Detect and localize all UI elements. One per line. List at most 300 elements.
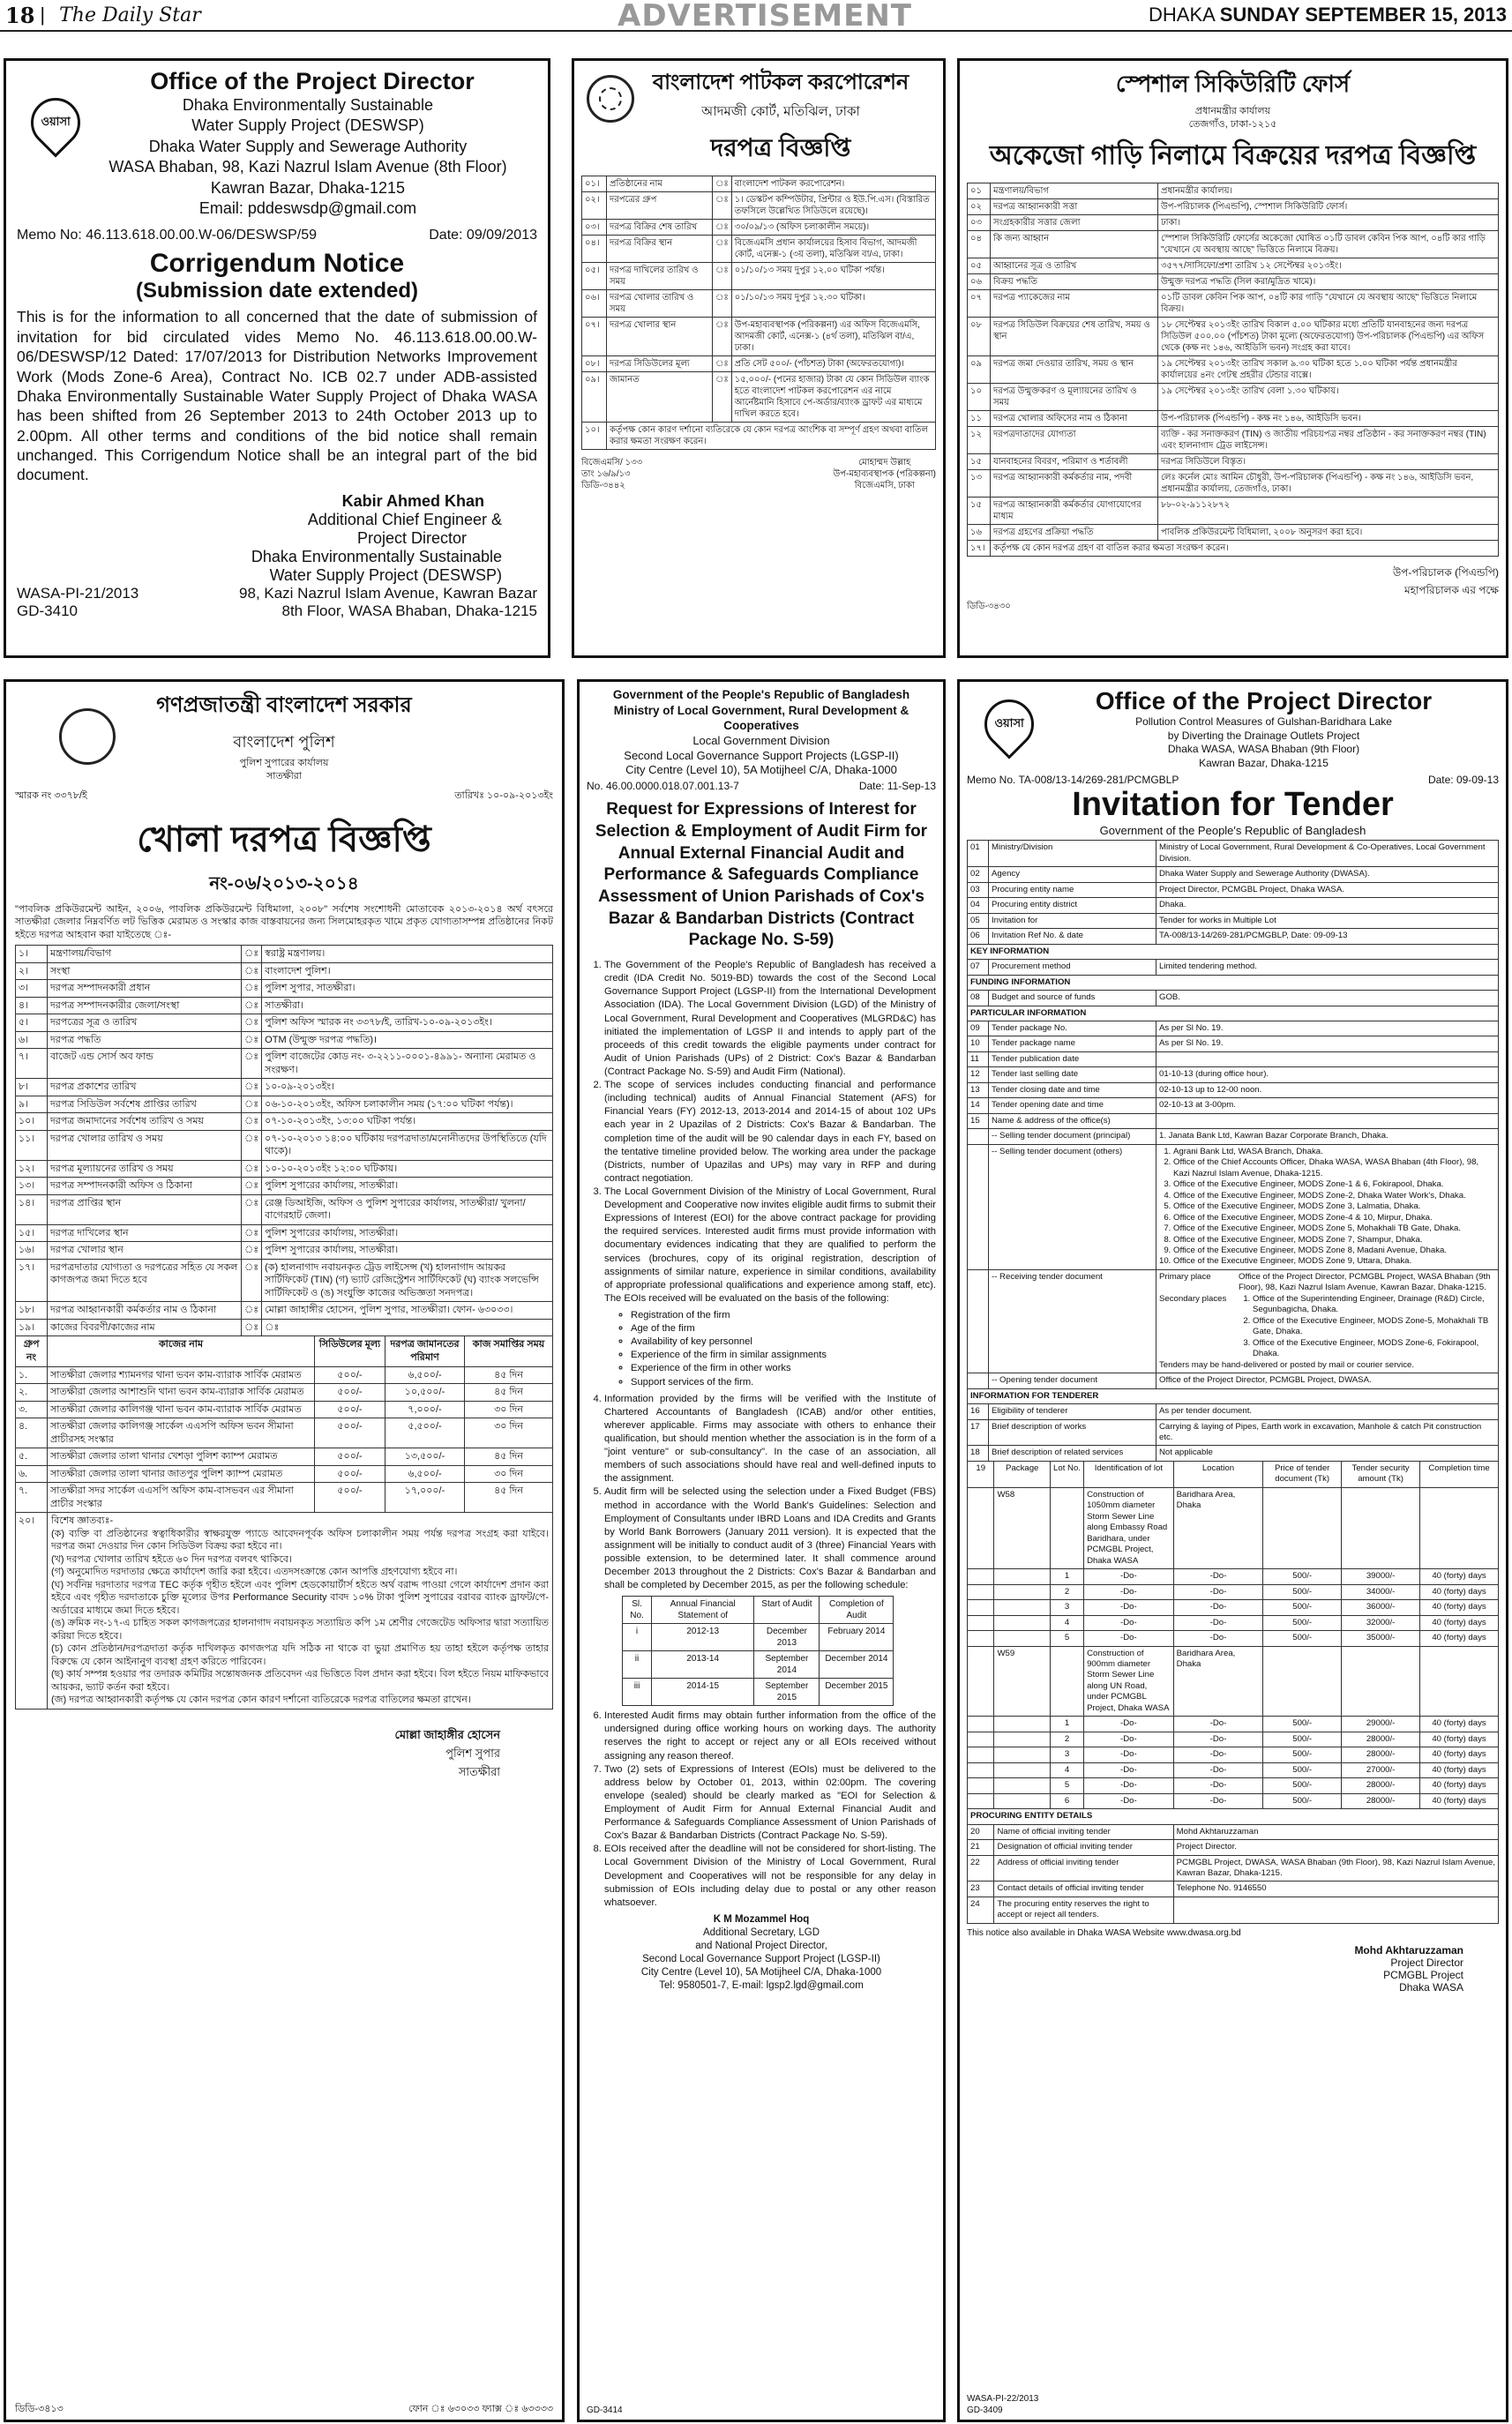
ad-title: Office of the Project Director bbox=[1095, 687, 1433, 714]
table-cell: পাবলিক প্রকিউরমেন্ট বিধিমালা, ২০০৮ অনুসরণ করা হবে। bbox=[1158, 525, 1499, 541]
table-cell: দরপত্র বিক্রির স্থান bbox=[607, 236, 713, 263]
table-row bbox=[16, 1049, 553, 1079]
list-item: 10. Office of the Executive Engineer, MODS Zone 9, Uttara, Dhaka. bbox=[1173, 1256, 1495, 1267]
ad-footer: WASA-PI-21/2013 98, Kazi Nazrul Islam Avenue, Kawran Bazar bbox=[17, 584, 537, 602]
table-cell: দরপত্র প্যাকেজের নাম bbox=[991, 290, 1158, 318]
note-item: (ঙ) ক্রমিক নং-১৭-এ চাহিত সকল কাগজপত্রের হালনাগাদ নবায়নকৃত সত্যায়িত কপি ১ম শ্রেণীর গেজেটেড অফিসার দ্বারা সত্যায়িত করিয়া দিতে হইবে। bbox=[51, 1618, 549, 1642]
special-notes bbox=[48, 1513, 552, 1709]
table-cell: 3 bbox=[1050, 1600, 1083, 1615]
table-row bbox=[968, 498, 1499, 525]
notice-heading: Corrigendum Notice bbox=[149, 249, 405, 279]
table-cell bbox=[968, 1793, 994, 1808]
table-cell: Construction of 900mm diameter Storm Sewer Line along UN Road, under PCMGBL Project, Dhaka WASA bbox=[1084, 1646, 1174, 1717]
table-cell: Dhaka. bbox=[1156, 898, 1499, 913]
table-row bbox=[968, 215, 1499, 231]
table-cell: 02-10-13 at 3-00pm. bbox=[1156, 1098, 1499, 1113]
ad-title: গণপ্রজাতন্ত্রী বাংলাদেশ সরকার bbox=[156, 693, 412, 717]
table-cell: 2 bbox=[1050, 1732, 1083, 1747]
table-cell: Designation of official inviting tender bbox=[994, 1840, 1173, 1855]
table-row bbox=[968, 1144, 1499, 1269]
table-cell: ৭,০০০/- bbox=[385, 1401, 465, 1418]
table-cell: ঃ bbox=[262, 1319, 553, 1336]
table-cell: দরপত্র মূল্যায়নের তারিখ ও সময় bbox=[48, 1160, 242, 1178]
table-cell: ১০ bbox=[968, 384, 991, 411]
label: Primary place bbox=[1159, 1271, 1211, 1282]
table-cell: Brief description of works bbox=[989, 1419, 1156, 1446]
table-cell: ৬। bbox=[16, 1031, 48, 1049]
memo-line: স্মারক নং ৩৩৭৮/ই তারিখঃ ১০-০৯-২০১৩ইং bbox=[15, 790, 553, 802]
table-cell: ০২ bbox=[968, 199, 991, 215]
table-cell: ০৩ bbox=[968, 215, 991, 231]
table-cell: ১৯। bbox=[16, 1319, 48, 1336]
list-item: ◦ Experience of the firm in other works bbox=[631, 1362, 936, 1375]
table-cell: দরপত্র বিক্রির শেষ তারিখ bbox=[607, 220, 713, 236]
table-cell: ১৫,০০০/- (পনের হাজার) টাকা যে কোন সিডিউল ব্যাংক হতে বাংলাদেশ পাটকল করপোরেশন এর নামে আর্নেষ্টমানি হিসাবে পে-অর্ডার/ব্যাংক ড্রাফট এর মাধ্যমে দাখিল করতে হবে। bbox=[731, 372, 935, 423]
table-cell: ০৬। bbox=[582, 290, 607, 318]
table-cell bbox=[994, 1747, 1051, 1762]
section-row bbox=[968, 1006, 1499, 1021]
table-row bbox=[582, 372, 936, 423]
table-cell bbox=[968, 1569, 994, 1584]
table-cell: Annual Financial Statement of bbox=[652, 1597, 754, 1624]
table-cell: OTM (উন্মুক্ত দরপত্র পদ্ধতি)। bbox=[262, 1031, 553, 1049]
list-item: 1. Agrani Bank Ltd, WASA Branch, Dhaka. bbox=[1173, 1147, 1495, 1157]
ad-address: Dhaka Environmentally Sustainable Water Supply Project (DESWSP) Dhaka Water Supply and Sewerage Authority WASA Bhaban, 98, Kazi Nazrul Islam Avenue (8th Floor) Kawran Bazar, Dhaka-1215 Email: pddeswsdp@gmail.com bbox=[109, 96, 507, 217]
table-cell: উপ-পরিচালক (পিএন্ডপি) - কক্ষ নং ১৪৬, আইডিসি ভবন। bbox=[1158, 411, 1499, 427]
table-row bbox=[968, 274, 1499, 290]
table-cell: 28000/- bbox=[1342, 1778, 1420, 1793]
table-cell: সংগ্রহকারীর সত্তার জেলা bbox=[991, 215, 1158, 231]
table-cell bbox=[1263, 1646, 1342, 1717]
table-cell bbox=[968, 1615, 994, 1630]
table-row bbox=[968, 384, 1499, 411]
table-cell: 500/- bbox=[1263, 1569, 1342, 1584]
table-cell: 40 (forty) days bbox=[1420, 1600, 1499, 1615]
table-cell: Baridhara Area, Dhaka bbox=[1173, 1487, 1263, 1568]
table-cell: ঃ bbox=[242, 1113, 262, 1131]
table-cell: ১০-১০-২০১৩ইং ১২:০০ ঘটিকায়। bbox=[262, 1160, 553, 1178]
memo-line: Memo No. TA-008/13-14/269-281/PCMGBLP Date: 09-09-13 bbox=[967, 774, 1499, 787]
table-cell: Sl. No. bbox=[623, 1597, 652, 1624]
page-header: 18 | The Daily Star ADVERTISEMENT DHAKA SUNDAY SEPTEMBER 15, 2013 bbox=[0, 0, 1512, 32]
table-cell: সাতক্ষীরা জেলার কালিগঞ্জ থানা ভবন কাম-ব্যারাক সার্বিক মেরামত bbox=[48, 1401, 315, 1418]
table-cell: Name of official inviting tender bbox=[994, 1824, 1173, 1839]
table-cell: 4 bbox=[1050, 1615, 1083, 1630]
table-cell: ১. bbox=[16, 1366, 48, 1384]
table-cell: উপ-মহাব্যবস্থাপক (পরিকল্পনা) এর অফিস বিজেএমসি, আদমজী কোর্ট, এনেক্স-১ (৪র্থ তলা), মতিঝিল বা/এ, ঢাকা। bbox=[731, 318, 935, 356]
table-cell: 500/- bbox=[1263, 1778, 1342, 1793]
table-cell: September 2015 bbox=[754, 1679, 820, 1706]
table-cell: 03 bbox=[968, 882, 989, 897]
table-cell: ১২। bbox=[16, 1160, 48, 1178]
table-cell: ১৭। bbox=[968, 541, 991, 557]
notice-body: This is for the information to all concerned that the date of submission of invitation for bid circulated vides Memo No. 46.113.618.00.00.W-06/DESWSP/12 Dated: 17/07/2013 for Distribution Networks Improvement Work (Mods Zone-6 Area), Contract No. ICB 02.7 under ADB-assisted Dhaka Environmentally Sustainable Water Supply Project of Dhaka WASA has been shifted from 26 September 2013 to 24th October 2013 up to 2.00pm. All other terms and conditions of the bid notice shall remain unchanged. This Corrigendum Notice shall be an integral part of the bid document. bbox=[17, 308, 537, 484]
table-cell: 500/- bbox=[1263, 1584, 1342, 1599]
table-row bbox=[968, 1793, 1499, 1808]
table-row bbox=[623, 1651, 894, 1679]
list-item: 2. Office of the Executive Engineer, MODS Zone-5, Mohakhali TB Gate, Dhaka. bbox=[1253, 1316, 1495, 1338]
table-cell: ০৯ bbox=[968, 356, 991, 384]
table-cell bbox=[994, 1600, 1051, 1615]
signature-block: K M Mozammel Hoq Additional Secretary, LGD and National Project Director, Second Local Governance Support Project (LGSP-II) City Centre (Level 10), 5A Motijheel C/A, Dhaka-1000 Tel: 9580501-7, E-mail: lgsp2.lgd@gmail.com bbox=[640, 1913, 882, 1991]
table-cell: দরপত্র আহ্বানকারী কর্মকর্তার নাম ও ঠিকানা bbox=[48, 1302, 242, 1320]
table-cell: 40 (forty) days bbox=[1420, 1762, 1499, 1777]
table-cell: 40 (forty) days bbox=[1420, 1778, 1499, 1793]
table-cell: Procuring entity district bbox=[989, 898, 1156, 913]
table-cell: W58 bbox=[994, 1487, 1051, 1568]
table-row bbox=[968, 1600, 1499, 1615]
table-cell: ৫০০/- bbox=[315, 1401, 385, 1418]
table-cell: ঃ bbox=[242, 946, 262, 963]
table-cell: যানবাহনের বিবরণ, পরিমাণ ও শর্তাবলী bbox=[991, 454, 1158, 470]
tender-table bbox=[581, 176, 936, 450]
table-cell: 29000/- bbox=[1342, 1717, 1420, 1732]
table-cell: ii bbox=[623, 1651, 652, 1679]
table-cell bbox=[1342, 1646, 1420, 1717]
table-cell: ০৪। bbox=[582, 236, 607, 263]
table-cell: দরপত্র খোলার তারিখ ও সময় bbox=[607, 290, 713, 318]
table-cell: 02 bbox=[968, 867, 989, 882]
table-row bbox=[968, 1762, 1499, 1777]
table-cell: Tender opening date and time bbox=[989, 1098, 1156, 1113]
table-cell: -- Receiving tender document bbox=[989, 1269, 1156, 1373]
table-cell: ৮৮-০২-৯১১২৮৭২ bbox=[1158, 498, 1499, 525]
table-cell: দরপত্র গ্রহণের প্রক্রিয়া পদ্ধতি bbox=[991, 525, 1158, 541]
table-cell: 17 bbox=[968, 1419, 989, 1446]
table-cell: Office of the Project Director, PCMGBL Project, DWASA. bbox=[1156, 1373, 1499, 1388]
table-cell: 1. Janata Bank Ltd, Kawran Bazar Corporate Branch, Dhaka. bbox=[1156, 1129, 1499, 1144]
list-item: 8. Office of the Executive Engineer, MODS Zone 7, Shampur, Dhaka. bbox=[1173, 1235, 1495, 1246]
table-cell bbox=[1156, 1113, 1499, 1128]
table-row bbox=[16, 1465, 553, 1483]
table-row bbox=[968, 541, 1499, 557]
table-cell: ০১টি ডাবল কেবিন পিক আপ, ০৪টি কার গাড়ি "যেখানে যে অবস্থায় আছে" ভিত্তিতে নিলামে বিক্রয়। bbox=[1158, 290, 1499, 318]
table-cell: সিডিউলের মূল্য bbox=[315, 1336, 385, 1366]
table-row bbox=[968, 1129, 1499, 1144]
table-cell: -Do- bbox=[1084, 1793, 1174, 1808]
table-cell: INFORMATION FOR TENDERER bbox=[968, 1388, 1499, 1403]
table-cell: পুলিশ সুপারের কার্যালয়, সাতক্ষীরা। bbox=[262, 1178, 553, 1195]
table-row bbox=[16, 1130, 553, 1160]
table-cell: Contact details of official inviting tender bbox=[994, 1882, 1173, 1897]
table-cell: ১৯ সেপ্টেম্বর ২০১৩ইং তারিখ বেলা ১.৩০ ঘটিকায়। bbox=[1158, 384, 1499, 411]
table-cell: 5 bbox=[1050, 1631, 1083, 1646]
table-cell bbox=[994, 1631, 1051, 1646]
table-cell: ৩০/০৯/১৩ (অফিস চলাকালীন সময়ে)। bbox=[731, 220, 935, 236]
table-cell: 40 (forty) days bbox=[1420, 1747, 1499, 1762]
table-cell: ঃ bbox=[713, 372, 732, 423]
table-cell: ঃ bbox=[242, 1049, 262, 1079]
table-row bbox=[582, 220, 936, 236]
table-cell: দরপত্র সিডিউল বিক্রয়ের শেষ তারিখ, সময় ও স্থান bbox=[991, 318, 1158, 356]
table-row bbox=[968, 1584, 1499, 1599]
table-cell: ১০। bbox=[582, 423, 607, 450]
table-row bbox=[968, 960, 1499, 975]
table-cell: ঃ bbox=[242, 1130, 262, 1160]
table-cell: December 2013 bbox=[754, 1624, 820, 1651]
table-row bbox=[16, 1401, 553, 1418]
table-cell: ০১/১০/১৩ সময় দুপুর ১২.০০ ঘটিকা পর্যন্ত। bbox=[731, 263, 935, 290]
table-cell: As per tender document. bbox=[1156, 1404, 1499, 1419]
table-cell: দরপত্র দাখিলের তারিখ ও সময় bbox=[607, 263, 713, 290]
table-row bbox=[968, 470, 1499, 498]
table-cell: KEY INFORMATION bbox=[968, 944, 1499, 959]
table-row bbox=[968, 1747, 1499, 1762]
table-cell: 40 (forty) days bbox=[1420, 1793, 1499, 1808]
table-cell: 2014-15 bbox=[652, 1679, 754, 1706]
table-cell: সংস্থা bbox=[48, 962, 242, 980]
table-cell: ৫০০/- bbox=[315, 1483, 385, 1513]
section-row bbox=[968, 1388, 1499, 1403]
table-cell: Name & address of the office(s) bbox=[989, 1113, 1156, 1128]
table-cell: Tender closing date and time bbox=[989, 1082, 1156, 1097]
table-row bbox=[968, 991, 1499, 1006]
table-cell bbox=[968, 1373, 989, 1388]
table-cell: গ্রুপ নং bbox=[16, 1336, 48, 1366]
ad-bjmc-tender: বাংলাদেশ পাটকল করপোরেশন আদমজী কোর্ট, মতিঝিল, ঢাকা দরপত্র বিজ্ঞপ্তি ০১। প্রতিষ্ঠানের নাম ঃ বাংলাদেশ পাটকল করপোরেশন। ০২। দরপত্রের গ্রুপ ঃ ১। ডেস্কটপ কম্পিউটার, প্রিন্টার ও ইউ.পি.এস। (বিস্তারিত তফসিলে উল্লেখিত সিডিউলে রয়েছে)। ০৩। দরপত্র বিক্রির শেষ তারিখ ঃ ৩০/০৯/১৩ (অফিস চলাকালীন সময়ে)। ০৪। দরপত্র বিক্রির স্থান ঃ বিজেএমসি প্রধান কার্যালয়ের হিসাব বিভাগ, আদমজী কোর্ট, এনেক্স-১ (৩য় তলা), মতিঝিল বা/এ, ঢাকা। ০৫। দরপত্র দাখিলের তারিখ ও সময় ঃ ০১/১০/১৩ সময় দুপুর ১২.০০ ঘটিকা পর্যন্ত। ০৬। দরপত্র খোলার তারিখ ও সময় ঃ ০১/১০/১৩ সময় দুপুর ১২.৩০ ঘটিকা। ০৭। দরপত্র খোলার স্থান ঃ উপ-মহাব্যবস্থাপক (পরিকল্পনা) এর অফিস বিজেএমসি, আদমজী কোর্ট, এনেক্স-১ (৪র্থ তলা), মতিঝিল বা/এ, ঢাকা। ০৮। দরপত্র সিডিউলের মূল্য ঃ প্রতি সেট ৫০০/- (পাঁচশত) টাকা (অফেরতযোগ্য)। ০৯। জামানত ঃ ১৫,০০০/- (পনের হাজার) টাকা যে কোন সিডিউল ব্যাংক হতে বাংলাদেশ পাটকল করপোরেশন এর নামে আর্নেষ্টমানি হিসাবে পে-অর্ডার/ব্যাংক ড্রাফট এর মাধ্যমে দাখিল করতে হবে। ১০। কর্তৃপক্ষ কোন কারণ দর্শানো ব্যতিরেকে যে কোন দরপত্র আংশিক বা সম্পূর্ণ গ্রহণ অথবা বাতিল করার ক্ষমতা সংরক্ষণ করেন। বিজেএমসি/ ১৩৩ তাং ১৬/৯/১৩ ডিডি-৩৪৪২ মোহাম্মদ উল্লাহ উপ-মহাব্যবস্থাপক (পরিকল্পনা) বিজেএমসি, ঢাকা bbox=[572, 58, 946, 658]
table-cell: -Do- bbox=[1173, 1569, 1263, 1584]
table-cell: ৫. bbox=[16, 1448, 48, 1466]
table-cell: Project Director, PCMGBL Project, Dhaka WASA. bbox=[1156, 882, 1499, 897]
table-row bbox=[16, 1113, 553, 1131]
table-cell: -Do- bbox=[1084, 1600, 1174, 1615]
table-cell: 21 bbox=[968, 1840, 994, 1855]
note-item: (চ) কোন প্রতিষ্ঠান/দরপত্রদাতা কর্তৃক দাখিলকৃত কাগজপত্র যদি সঠিক না থাকে বা ভুয়া প্রমাণিত হয় তাহা হইলে কর্তৃপক্ষ তাহার বিরুদ্ধে যে কোন আইনানুগ ব্যবস্থা গ্রহণ করিতে পারিবেন। bbox=[51, 1643, 549, 1667]
table-cell: Identification of lot bbox=[1084, 1461, 1174, 1487]
table-row bbox=[968, 1067, 1499, 1082]
table-cell: 18 bbox=[968, 1446, 989, 1461]
table-row bbox=[968, 318, 1499, 356]
table-cell: ঃ bbox=[242, 962, 262, 980]
table-row bbox=[968, 525, 1499, 541]
table-row bbox=[582, 318, 936, 356]
table-cell: 22 bbox=[968, 1855, 994, 1882]
table-cell: কর্তৃপক্ষ কোন কারণ দর্শানো ব্যতিরেকে যে কোন দরপত্র আংশিক বা সম্পূর্ণ গ্রহণ অথবা বাতিল করার ক্ষমতা সংরক্ষণ করেন। bbox=[607, 423, 936, 450]
table-row bbox=[968, 1840, 1499, 1855]
table-cell: Baridhara Area, Dhaka bbox=[1173, 1646, 1263, 1717]
table-cell: iii bbox=[623, 1679, 652, 1706]
table-cell: Construction of 1050mm diameter Storm Sewer Line along Embassy Road Baridhara, under PCMGBL Project, Dhaka WASA bbox=[1084, 1487, 1174, 1568]
table-cell: PARTICULAR INFORMATION bbox=[968, 1006, 1499, 1021]
table-cell: PCMGBL Project, DWASA, WASA Bhaban (9th Floor), 98, Kazi Nazrul Islam Avenue, Kawran Bazar, Dhaka-1215. bbox=[1173, 1855, 1498, 1882]
bjmc-logo bbox=[587, 75, 634, 123]
table-cell: 05 bbox=[968, 913, 989, 928]
note: Tenders may be hand-delivered or posted by mail or courier service. bbox=[1159, 1359, 1415, 1370]
table-row bbox=[968, 1778, 1499, 1793]
table-cell: ৬,৫০০/- bbox=[385, 1465, 465, 1483]
table-cell: ১৫ bbox=[968, 498, 991, 525]
table-cell bbox=[1263, 1487, 1342, 1568]
table-row bbox=[968, 867, 1499, 882]
table-cell: Ministry of Local Government, Rural Development & Co-Operatives, Local Government Division. bbox=[1156, 841, 1499, 867]
table-cell: 28000/- bbox=[1342, 1747, 1420, 1762]
list-item: 9. Office of the Executive Engineer, MODS Zone 8, Madani Avenue, Dhaka. bbox=[1173, 1246, 1495, 1256]
table-cell: ঃ bbox=[713, 318, 732, 356]
table-cell: ০৭-১০-২০১৩ ১৪:০০ ঘটিকায় দরপত্রদাতা/মনোনীতদের উপস্থিতিতে (যদি থাকে)। bbox=[262, 1130, 553, 1160]
table-cell: দরপত্র খোলার স্থান bbox=[607, 318, 713, 356]
table-cell: -Do- bbox=[1173, 1717, 1263, 1732]
table-cell bbox=[968, 1129, 989, 1144]
package-row bbox=[968, 1646, 1499, 1717]
table-cell: 28000/- bbox=[1342, 1732, 1420, 1747]
table-cell: 12 bbox=[968, 1067, 989, 1082]
table-cell: দরপত্র জমাদানের সর্বশেষ তারিখ ও সময় bbox=[48, 1113, 242, 1131]
table-cell: 40 (forty) days bbox=[1420, 1569, 1499, 1584]
table-cell: 01-10-13 (during office hour). bbox=[1156, 1067, 1499, 1082]
table-cell: রেঞ্জ ডিআইজি, অফিস ও পুলিশ সুপারের কার্যালয়, সাতক্ষীরা/ খুলনা/ বাগেরহাট জেলা। bbox=[262, 1194, 553, 1224]
table-cell: ১৫। bbox=[16, 1224, 48, 1242]
list-item: 7. Office of the Executive Engineer, MODS Zone 5, Mohakhali TB Gate, Dhaka. bbox=[1173, 1223, 1495, 1234]
table-cell: 40 (forty) days bbox=[1420, 1717, 1499, 1732]
table-row bbox=[968, 1082, 1499, 1097]
table-cell: 28000/- bbox=[1342, 1793, 1420, 1808]
table-cell: September 2014 bbox=[754, 1651, 820, 1679]
table-cell: Limited tendering method. bbox=[1156, 960, 1499, 975]
table-cell: দরপত্র পদ্ধতি bbox=[48, 1031, 242, 1049]
table-cell: 01 bbox=[968, 841, 989, 867]
table-row bbox=[968, 1732, 1499, 1747]
table-cell: ১৩,৫০০/- bbox=[385, 1448, 465, 1466]
memo-line: No. 46.00.0000.018.07.001.13-7 Date: 11-Sep-13 bbox=[587, 780, 936, 793]
table-cell: ৫। bbox=[16, 1014, 48, 1032]
table-cell: Tender package No. bbox=[989, 1021, 1156, 1036]
list-item: ◦ Registration of the firm bbox=[631, 1309, 936, 1322]
table-cell: Location bbox=[1173, 1461, 1263, 1487]
table-cell: 36000/- bbox=[1342, 1600, 1420, 1615]
table-cell: জামানত bbox=[607, 372, 713, 423]
table-row bbox=[16, 1418, 553, 1448]
table-cell: ১৯ সেপ্টেম্বর ২০১৩ইং তারিখ সকাল ৯.৩০ ঘটিকা হতে ১.০০ ঘটিকা পর্যন্ত প্রধানমন্ত্রীর কার্যালয়ের ৪নং গেটস্থ প্রহরীর টেন্ডার বাক্সে। bbox=[1158, 356, 1499, 384]
table-cell: 08 bbox=[968, 991, 989, 1006]
table-row bbox=[16, 1302, 553, 1320]
table-cell bbox=[968, 1762, 994, 1777]
table-cell: Procuring entity name bbox=[989, 882, 1156, 897]
table-cell: দরপত্র সম্পাদনকারীর জেলা/সংস্থা bbox=[48, 997, 242, 1014]
table-row bbox=[968, 1098, 1499, 1113]
table-cell: ঃ bbox=[713, 192, 732, 220]
table-cell bbox=[968, 1747, 994, 1762]
section-row bbox=[968, 975, 1499, 990]
table-cell: ঃ bbox=[713, 290, 732, 318]
table-cell: ৪। bbox=[16, 997, 48, 1014]
table-row bbox=[968, 882, 1499, 897]
note-item: (খ) দরপত্র খোলার তারিখ হইতে ৬০ দিন দরপত্র বলবৎ থাকিবে। bbox=[51, 1553, 292, 1565]
table-cell: ঃ bbox=[242, 1096, 262, 1113]
table-cell: ৬,৫০০/- bbox=[385, 1366, 465, 1384]
table-cell: ৪৫ দিন bbox=[465, 1384, 553, 1402]
list-item: 2. Office of the Chief Accounts Officer, Dhaka WASA, WASA Bhaban (4th Floor), 98, Kazi Nazrul Islam Avenue, Dhaka-1215. bbox=[1173, 1157, 1495, 1179]
table-cell: কাজের নাম bbox=[48, 1336, 315, 1366]
table-cell: -Do- bbox=[1173, 1762, 1263, 1777]
table-cell: -Do- bbox=[1084, 1569, 1174, 1584]
table-row bbox=[16, 1319, 553, 1336]
auction-table bbox=[967, 183, 1499, 557]
tender-info-table bbox=[15, 945, 553, 1336]
table-cell: ৩০ দিন bbox=[465, 1465, 553, 1483]
table-cell bbox=[1173, 1897, 1498, 1923]
table-cell: December 2014 bbox=[820, 1651, 894, 1679]
table-cell: পুলিশ সুপার, সাতক্ষীরা। bbox=[262, 980, 553, 998]
table-cell bbox=[1156, 1269, 1499, 1373]
table-cell: ৬. bbox=[16, 1465, 48, 1483]
table-cell: 40 (forty) days bbox=[1420, 1631, 1499, 1646]
table-row bbox=[968, 1036, 1499, 1051]
table-cell: 11 bbox=[968, 1051, 989, 1066]
table-cell: প্রতি সেট ৫০০/- (পাঁচশত) টাকা (অফেরতযোগ্য)। bbox=[731, 356, 935, 372]
ad-lgsp-eoi: Government of the People's Republic of Bangladesh Ministry of Local Government, Rural Development & Cooperatives Local Government Division Second Local Governance Support Projects (LGSP-II) City Centre (Level 10), 5A Motijheel C/A, Dhaka-1000 No. 46.00.0000.018.07.001.13-7 Date: 11-Sep-13 Request for Expressions of Interest for Selection & Employment of Audit Firm for Annual External Financial Audit and Performance & Safeguards Compliance Assessment of Union Parishads of Cox's Bazar & Bandarban Districts (Contract Package No. S-59) 1. The Government of the People's Republic of Bangladesh has received a credit (IDA Credit No. 5019-BD) towards the cost of the Second Local Governance Support Project (LGSP-II) from the International Development Association (IDA). The Local Government Division (LGD) of the Ministry of Local Government, Rural Development and Cooperatives (MLGRD&C) has initiated the implementation of LGSP II and intends to apply part of the proceeds of this credit towards the eligible payments under contract for Audit of Union Parishads (UPs) of 2 District: Cox's Bazar & Bandarban (Contract Package No. S-59) and Audit Firm (National). 2. The scope of services includes conducting financial and performance (including technical) audits of Annual Financial Statement (AFS) for Financial Years (FY) 2012-13, 2013-2014 and 2014-15 of about 102 UPs each year in 2 Upazilas of 2 Districts: Cox's Bazar & Bandarban. The completion time of the audit will be 90 calendar days in each FY, based on the tentative timeline provided below. The working area under the package (Districts, number of Upazilas and UPs) may vary in RFP and during contract negotiation. 3. The Local Government Division of the Ministry of Local Government, Rural Development and Cooperative now invites eligible audit firms to submit their Expressions of Interest (EOI) for the above contract package for providing the required services. Interested audit firms must provide information with documentary evidences indicating that they are qualified to perform the services (brochures, copy of its original registration, description of assignments of similar nature, experience in similar conditions, availability of appropriate professional qualifications and experience among staff, etc). The EOIs received will be evaluated on the basis of the following: ◦ Registration of the firm ◦ Age of the firm ◦ Availability of key personnel ◦ Experience of the firm in similar assignments ◦ Experience of the firm in other works ◦ Support services of the firm. 4. Information provided by the firms will be verified with the Institute of Chartered Accountants of Bangladesh (ICAB) and/or other entities, wherever applicable. Firms may associate with others to enhance their qualification, but should mention whether the association is in the form of a "joint venture" or sub-consultancy". In the case of an association, all members of such associations should have real and well-defined inputs to the assignment. 5. Audit firm will be selected using the selection under a Fixed Budget (FBS) method in accordance with the World Bank's Guidelines: Selection and Employment of Consultants under IBRD Loans and IDA Credits and Grants by World Bank Borrowers (January 2011 version). It is expected that the assignment will be initially to conduct audit of 3 (three) Financial Years with possible extension, to be determined later. It shall commence around December 2013 throughout the 2 Districts: Cox's Bazar & Bandarban and shall be completed by December 2015, as per the following schedule: Sl. No. Annual Financial Statement of Start of Audit Completion of Audit i 2012-13 December 2013 February 2014 ii 2013-14 September 2014 December 2014 iii 2014-15 September 2015 December 2015 6. Interested Audit firms may obtain further information from the office of the undersigned during office working hours on working days. The authority reserves the right to accept or reject any or all EOIs received without assigning any reason thereof. 7. Two (2) sets of Expressions of Interest (EOIs) must be delivered to the address below by October 01, 2013, within 02:00pm. The covering envelope (sealed) should be clearly marked as "EOI for Selection & Employment of Audit Firm for Annual External Financial Audit and Performance & Safeguards Compliance Assessment of Union Parishads of Cox's Bazar & Bandarban Districts (Contract Package No. S-59). 8. EOIs received after the deadline will not be considered for short-listing. The Local Government Division of the Ministry of Local Government, Rural Development and Cooperatives will not be responsible for any delay in submission of EOIs including delay due to postal or any other reason whatsoever. K M Mozammel Hoq Additional Secretary, LGD and National Project Director, Second Local Governance Support Project (LGSP-II) City Centre (Level 10), 5A Motijheel C/A, Dhaka-1000 Tel: 9580501-7, E-mail: lgsp2.lgd@gmail.com GD-3414 bbox=[577, 679, 946, 2422]
table-row bbox=[582, 356, 936, 372]
table-cell: As per Sl No. 19. bbox=[1156, 1021, 1499, 1036]
table-cell: TA-008/13-14/269-281/PCMGBLP, Date: 09-09-13 bbox=[1156, 929, 1499, 944]
table-cell: Budget and source of funds bbox=[989, 991, 1156, 1006]
table-cell: দরপত্র প্রকাশের তারিখ bbox=[48, 1079, 242, 1096]
table-cell: ০৭ bbox=[968, 290, 991, 318]
table-cell: দরপত্র সম্পাদনকারী অফিস ও ঠিকানা bbox=[48, 1178, 242, 1195]
table-cell: পুলিশ সুপারের কার্যালয়, সাতক্ষীরা। bbox=[262, 1224, 553, 1242]
eoi-body: 1. The Government of the People's Republic of Bangladesh has received a credit (IDA Credit No. 5019-BD) towards the cost of the Second Local Governance Support Project (LGSP-II) from the International Development Association (IDA). The Local Government Division (LGD) of the Ministry of Local Government, Rural Development and Cooperatives (MLGRD&C) has initiated the implementation of LGSP II and intends to apply part of the proceeds of this credit towards the eligible payments under contract for Audit of Union Parishads (UPs) of 2 District: Cox's Bazar & Bandarban (Contract Package No. S-59) and Audit Firm (National). 2. The scope of services includes conducting financial and performance (including technical) audits of Annual Financial Statement (AFS) for Financial Years (FY) 2012-13, 2013-2014 and 2014-15 of about 102 UPs each year in 2 Upazilas of 2 Districts: Cox's Bazar & Bandarban. The completion time of the audit will be 90 calendar days in each FY, based on the tentative timeline provided below. The working area under the package (Districts, number of Upazilas and UPs) may vary in RFP and during contract negotiation. 3. The Local Government Division of the Ministry of Local Government, Rural Development and Cooperative now invites eligible audit firms to submit their Expressions of Interest (EOI) for the above contract package for providing the required services. Interested audit firms must provide information with documentary evidences indicating that they are qualified to perform the services (brochures, copy of its original registration, description of assignments of similar nature, experience in similar conditions, availability of appropriate professional qualifications and experience among staff, etc). The EOIs received will be evaluated on the basis of the following: ◦ Registration of the firm ◦ Age of the firm ◦ Availability of key personnel ◦ Experience of the firm in similar assignments ◦ Experience of the firm in other works ◦ Support services of the firm. 4. Information provided by the firms will be verified with the Institute of Chartered Accountants of Bangladesh (ICAB) and/or other entities, wherever applicable. Firms may associate with others to enhance their qualification, but should mention whether the association is in the form of a "joint venture" or sub-consultancy". In the case of an association, all members of such associations should have real and well-defined inputs to the assignment. 5. Audit firm will be selected using the selection under a Fixed Budget (FBS) method in accordance with the World Bank's Guidelines: Selection and Employment of Consultants under IBRD Loans and IDA Credits and Grants by World Bank Borrowers (January 2011 version). It is expected that the assignment will be initially to conduct audit of 3 (three) Financial Years with possible extension, to be determined later. It shall commence around December 2013 throughout the 2 Districts: Cox's Bazar & Bandarban and shall be completed by December 2015, as per the following schedule: Sl. No. Annual Financial Statement of Start of Audit Completion of Audit i 2012-13 December 2013 February 2014 ii 2013-14 September 2014 December 2014 iii 2014-15 September 2015 December 2015 6. Interested Audit firms may obtain further information from the office of the undersigned during office working hours on working days. The authority reserves the right to accept or reject any or all EOIs received without assigning any reason thereof. 7. Two (2) sets of Expressions of Interest (EOIs) must be delivered to the address below by October 01, 2013, within 02:00pm. The covering envelope (sealed) should be clearly marked as "EOI for Selection & Employment of Audit Firm for Annual External Financial Audit and Performance & Safeguards Compliance Assessment of Union Parishads of Cox's Bazar & Bandarban Districts (Contract Package No. S-59). 8. EOIs received after the deadline will not be considered for short-listing. The Local Government Division of the Ministry of Local Government, Rural Development and Cooperatives will not be responsible for any delay in submission of EOIs including delay due to postal or any other reason whatsoever. bbox=[587, 959, 936, 1910]
section-row bbox=[968, 944, 1499, 959]
table-cell: ১০,৫০০/- bbox=[385, 1384, 465, 1402]
table-cell: 35000/- bbox=[1342, 1631, 1420, 1646]
table-cell: পুলিশ অফিস স্মারক নং ৩৩৭৮/ই, তারিখ-১০-০৯-২০১৩ইং। bbox=[262, 1014, 553, 1032]
table-cell bbox=[968, 1144, 989, 1269]
table-row bbox=[968, 411, 1499, 427]
table-cell: ১৪। bbox=[16, 1194, 48, 1224]
table-cell: প্রতিষ্ঠানের নাম bbox=[607, 176, 713, 192]
table-cell: সাতক্ষীরা জেলার তালা থানার জাতপুর পুলিশ ক্যাম্প মেরামত bbox=[48, 1465, 315, 1483]
table-cell: 02-10-13 up to 12-00 noon. bbox=[1156, 1082, 1499, 1097]
table-row bbox=[16, 1014, 553, 1032]
table-cell: পুলিশ সুপারের কার্যালয়, সাতক্ষীরা। bbox=[262, 1242, 553, 1260]
table-cell: Ministry/Division bbox=[989, 841, 1156, 867]
table-row bbox=[16, 1448, 553, 1466]
table-cell: আহ্বানের সূত্র ও তারিখ bbox=[991, 258, 1158, 274]
memo-line: Memo No: 46.113.618.00.00.W-06/DESWSP/59 Date: 09/09/2013 bbox=[17, 228, 537, 243]
table-cell: 2012-13 bbox=[652, 1624, 754, 1651]
table-cell: দরপত্র সিডিউল সর্বশেষ প্রাপ্তির তারিখ bbox=[48, 1096, 242, 1113]
list-item: 5. Office of the Executive Engineer, MODS Zone 3, Lalmatia, Dhaka. bbox=[1173, 1201, 1495, 1212]
table-row bbox=[968, 1113, 1499, 1128]
table-cell: -Do- bbox=[1084, 1717, 1174, 1732]
table-cell: সাতক্ষীরা। bbox=[262, 997, 553, 1014]
table-row bbox=[968, 913, 1499, 928]
table-cell: 5 bbox=[1050, 1778, 1083, 1793]
ad-title: Government of the People's Republic of Bangladesh Ministry of Local Government, Rural Development & Cooperatives bbox=[612, 688, 910, 733]
table-cell bbox=[968, 1646, 994, 1717]
table-cell bbox=[1420, 1487, 1499, 1568]
table-cell: ২। bbox=[16, 962, 48, 980]
table-row bbox=[968, 1021, 1499, 1036]
table-cell: কাজ সমাপ্তির সময় bbox=[465, 1336, 553, 1366]
table-row bbox=[582, 176, 936, 192]
table-cell: -Do- bbox=[1173, 1793, 1263, 1808]
table-row bbox=[16, 1079, 553, 1096]
list-item: ◦ Age of the firm bbox=[631, 1322, 936, 1335]
table-cell: 24 bbox=[968, 1897, 994, 1923]
table-cell: মোল্লা জাহাঙ্গীর হোসেন, পুলিশ সুপার, সাতক্ষীরা। ফোন- ৬৩০৩৩। bbox=[262, 1302, 553, 1320]
table-cell: -Do- bbox=[1084, 1584, 1174, 1599]
table-cell: 500/- bbox=[1263, 1631, 1342, 1646]
table-cell bbox=[1050, 1487, 1083, 1568]
table-cell: ১৬ bbox=[968, 525, 991, 541]
ad-footer: বিজেএমসি/ ১৩৩ তাং ১৬/৯/১৩ ডিডি-৩৪৪২ মোহাম্মদ উল্লাহ উপ-মহাব্যবস্থাপক (পরিকল্পনা) বিজেএমসি, ঢাকা bbox=[581, 458, 936, 490]
table-row bbox=[968, 231, 1499, 258]
table-row bbox=[16, 1160, 553, 1178]
table-row bbox=[582, 290, 936, 318]
table-cell: ০৮ bbox=[968, 318, 991, 356]
table-row bbox=[968, 929, 1499, 944]
table-cell: প্রধানমন্ত্রীর কার্যালয়। bbox=[1158, 183, 1499, 199]
